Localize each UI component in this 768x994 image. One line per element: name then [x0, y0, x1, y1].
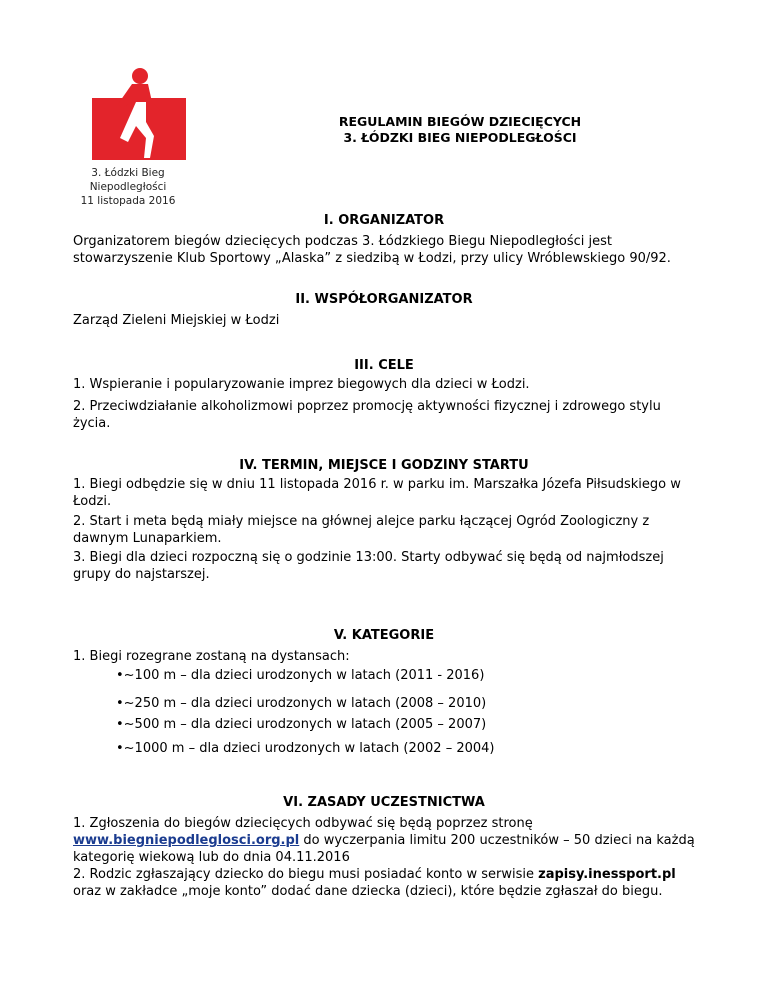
- kategoria-item: •~250 m – dla dzieci urodzonych w latach (2008 – 2010): [116, 696, 487, 711]
- kategoria-item: •~1000 m – dla dzieci urodzonych w latach (2002 – 2004): [116, 741, 495, 756]
- section-heading-cele: III. CELE: [354, 358, 414, 373]
- termin-item-1: 1. Biegi odbędzie się w dniu 11 listopada 2016 r. w parku im. Marszałka Józefa Piłsudskiego w Łodzi.: [73, 477, 681, 509]
- zasady-item-1: [73, 815, 695, 866]
- section-heading-kategorie: V. KATEGORIE: [333, 628, 435, 643]
- zasady-item-2-rest: oraz w zakładce „moje konto” dodać dane dziecka (dzieci), które będzie zgłaszał do biegu.: [73, 884, 663, 899]
- kategoria-item: •~100 m – dla dzieci urodzonych w latach (2011 - 2016): [116, 668, 485, 683]
- termin-item-3: 3. Biegi dla dzieci rozpoczną się o godzinie 13:00. Starty odbywać się będą od najmłodszej grupy do najstarszej.: [73, 550, 664, 582]
- logo-caption: [62, 166, 194, 208]
- section-text-organizator: Organizatorem biegów dziecięcych podczas 3. Łódzkiego Biegu Niepodległości jest stowarzyszenie Klub Sportowy „Alaska” z siedzibą w Łodzi, przy ulicy Wróblewskiego 90/92.: [73, 234, 671, 266]
- section-heading-organizator: I. ORGANIZATOR: [323, 213, 445, 228]
- zasady-item-2: [73, 866, 695, 900]
- document-title-line2: 3. ŁÓDZKI BIEG NIEPODLEGŁOŚCI: [343, 130, 577, 145]
- section-heading-termin: IV. TERMIN, MIEJSCE I GODZINY STARTU: [239, 458, 529, 473]
- cele-item-1: 1. Wspieranie i popularyzowanie imprez biegowych dla dzieci w Łodzi.: [73, 377, 530, 392]
- zasady-item-1-rest: do wyczerpania limitu 200 uczestników – 50 dzieci na każdą kategorię wiekową lub do dnia 04.11.2016: [73, 833, 695, 865]
- termin-item-2: 2. Start i meta będą miały miejsce na głównej alejce parku łączącej Ogród Zoologiczny z dawnym Lunaparkiem.: [73, 514, 650, 546]
- logo-caption-line1: 3. Łódzki Bieg Niepodległości: [89, 167, 167, 193]
- kategorie-intro: 1. Biegi rozegrane zostaną na dystansach:: [73, 649, 350, 664]
- zasady-item-1-text: 1. Zgłoszenia do biegów dziecięcych odbywać się będą poprzez stronę: [73, 816, 533, 831]
- section-text-wspolorganizator: Zarząd Zieleni Miejskiej w Łodzi: [73, 313, 280, 328]
- registration-link[interactable]: www.biegniepodleglosci.org.pl: [73, 833, 300, 848]
- document-title-line1: REGULAMIN BIEGÓW DZIECIĘCYCH: [338, 114, 582, 129]
- cele-item-2: 2. Przeciwdziałanie alkoholizmowi poprzez promocję aktywności fizycznej i zdrowego stylu życia.: [73, 399, 661, 431]
- section-heading-zasady: VI. ZASADY UCZESTNICTWA: [283, 795, 485, 810]
- section-heading-wspolorganizator: II. WSPÓŁORGANIZATOR: [295, 292, 473, 307]
- kategoria-item: •~500 m – dla dzieci urodzonych w latach (2005 – 2007): [116, 717, 487, 732]
- inessport-name: zapisy.inessport.pl: [538, 867, 676, 882]
- zasady-item-2-text: 2. Rodzic zgłaszający dziecko do biegu musi posiadać konto w serwisie: [73, 867, 539, 882]
- logo-caption-line2: 11 listopada 2016: [80, 195, 176, 207]
